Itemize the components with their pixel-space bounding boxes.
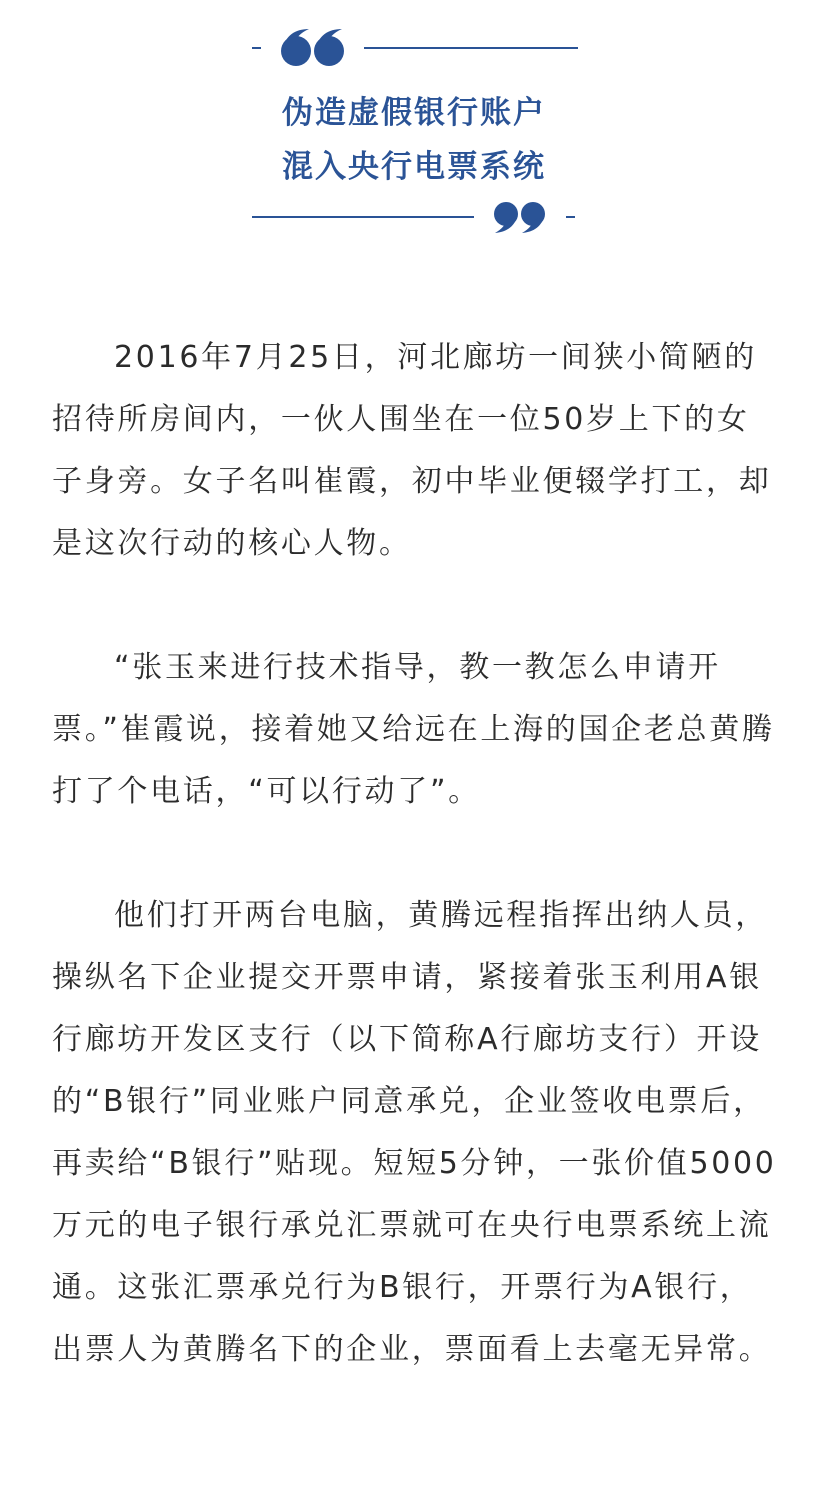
- paragraph-3: 他们打开两台电脑，黄腾远程指挥出纳人员，操纵名下企业提交开票申请，紧接着张玉利用A银行廊坊开发区支行（以下简称A行廊坊支行）开设的“B银行”同业账户同意承兑，企业签收电票后，再卖给“B银行”贴现。短短5分钟，一张价值5000万元的电子银行承兑汇票就可在央行电票系统上流通。这张汇票承兑行为B银行，开票行为A银行，出票人为黄腾名下的企业，票面看上去毫无异常。: [52, 898, 777, 1367]
- top-divider-line: [364, 47, 578, 49]
- open-quote-icon: [279, 28, 347, 68]
- bottom-divider-line: [252, 216, 474, 218]
- paragraph-2: “张玉来进行技术指导，教一教怎么申请开票。”崔霞说，接着她又给远在上海的国企老总黄腾打了个电话，“可以行动了”。: [52, 650, 775, 809]
- bottom-right-dot: [566, 216, 575, 218]
- close-quote-icon: [492, 200, 548, 234]
- top-left-dot: [252, 47, 261, 49]
- headline-line-2: 混入央行电票系统: [282, 149, 546, 185]
- article-body: [52, 327, 778, 1381]
- headline-line-1: 伪造虚假银行账户: [282, 95, 546, 131]
- section-header: [0, 0, 828, 240]
- paragraph-1: 2016年7月25日，河北廊坊一间狭小简陋的招待所房间内，一伙人围坐在一位50岁上下的女子身旁。女子名叫崔霞，初中毕业便辍学打工，却是这次行动的核心人物。: [52, 340, 772, 561]
